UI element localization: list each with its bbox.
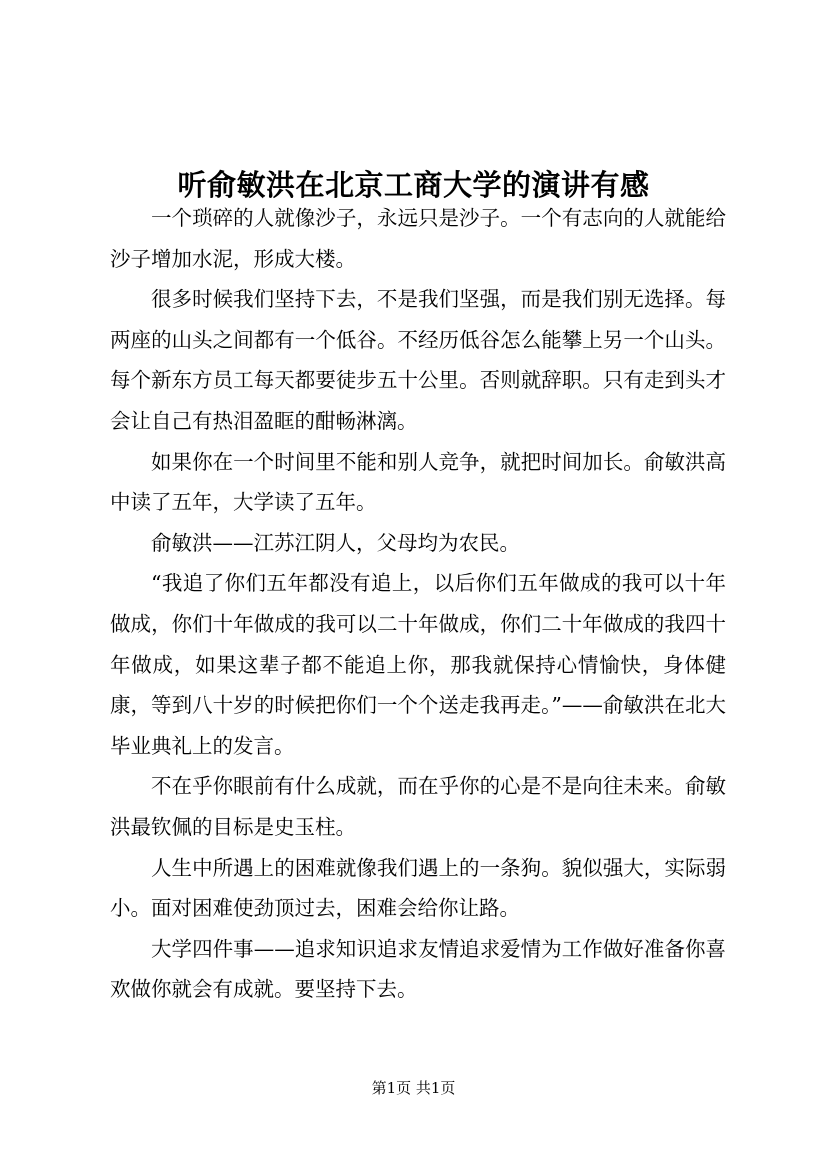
paragraph-3: 如果你在一个时间里不能和别人竞争，就把时间加长。俞敏洪高中读了五年，大学读了五年。	[110, 449, 726, 515]
paragraph-4: 俞敏洪——江苏江阴人，父母均为农民。	[151, 530, 520, 555]
paragraph-7: 人生中所遇上的困难就像我们遇上的一条狗。貌似强大，实际弱小。面对困难使劲顶过去，困难会给你让路。	[110, 855, 726, 921]
paragraph-2: 很多时候我们坚持下去，不是我们坚强，而是我们别无选择。每两座的山头之间都有一个低谷。不经历低谷怎么能攀上另一个山头。每个新东方员工每天都要徒步五十公里。否则就辞职。只有走到头才会让自己有热泪盈眶的酣畅淋漓。	[110, 287, 726, 433]
paragraph-5: “我追了你们五年都没有追上，以后你们五年做成的我可以十年做成，你们十年做成的我可以二十年做成，你们二十年做成的我四十年做成，如果这辈子都不能追上你，那我就保持心情愉快，身体健康，等到八十岁的时候把你们一个个送走我再走。”——俞敏洪在北大毕业典礼上的发言。	[110, 571, 726, 758]
document-title: 听俞敏洪在北京工商大学的演讲有感	[177, 168, 650, 203]
paragraph-6: 不在乎你眼前有什么成就，而在乎你的心是不是向往未来。俞敏洪最钦佩的目标是史玉柱。	[110, 774, 726, 839]
paragraph-8: 大学四件事——追求知识追求友情追求爱情为工作做好准备你喜欢做你就会有成就。要坚持下去。	[110, 936, 726, 1002]
paragraph-1: 一个琐碎的人就像沙子，永远只是沙子。一个有志向的人就能给沙子增加水泥，形成大楼。	[110, 206, 726, 271]
document-body	[110, 198, 726, 1010]
page-footer: 第1页 共1页	[371, 1079, 456, 1097]
